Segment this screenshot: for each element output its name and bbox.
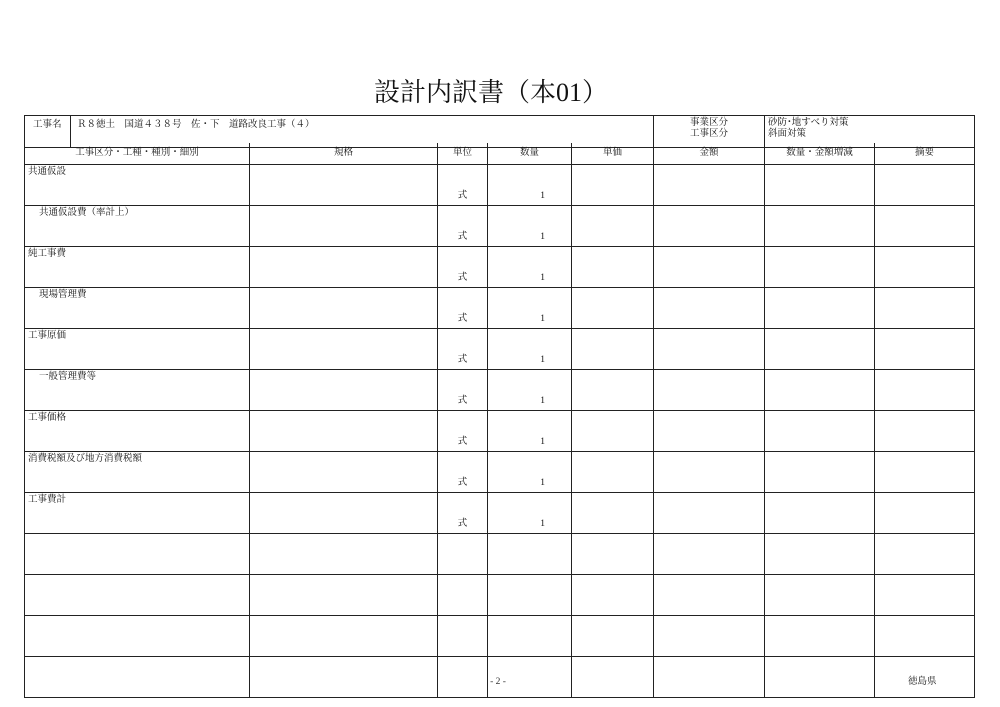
- amount-cell: [654, 288, 765, 329]
- spec-cell: [250, 411, 438, 452]
- quantity-cell: [488, 575, 572, 616]
- quantity-cell: 1: [488, 493, 572, 534]
- amount-cell: [654, 534, 765, 575]
- change-cell: [765, 247, 875, 288]
- unit-price-cell: [572, 329, 654, 370]
- remarks-cell: [875, 411, 975, 452]
- change-cell: [765, 575, 875, 616]
- item-name-cell: 消費税額及び地方消費税額: [25, 452, 250, 493]
- unit-cell: 式: [438, 411, 488, 452]
- change-cell: [765, 329, 875, 370]
- work-category-value: 斜面対策: [768, 128, 807, 139]
- change-cell: [765, 370, 875, 411]
- table-row: [25, 288, 975, 329]
- empty-row: [25, 575, 975, 616]
- project-name-label: 工事名: [25, 116, 71, 148]
- col-header-unit-price: 単価: [572, 143, 654, 165]
- unit-price-cell: [572, 247, 654, 288]
- quantity-cell: 1: [488, 411, 572, 452]
- amount-cell: [654, 370, 765, 411]
- col-header-quantity: 数量: [488, 143, 572, 165]
- remarks-cell: [875, 370, 975, 411]
- quantity-cell: 1: [488, 370, 572, 411]
- unit-price-cell: [572, 411, 654, 452]
- amount-cell: [654, 247, 765, 288]
- spec-cell: [250, 657, 438, 698]
- change-cell: [765, 657, 875, 698]
- quantity-cell: [488, 534, 572, 575]
- remarks-cell: [875, 165, 975, 206]
- item-name-cell: 工事価格: [25, 411, 250, 452]
- amount-cell: [654, 616, 765, 657]
- unit-price-cell: [572, 165, 654, 206]
- spec-cell: [250, 534, 438, 575]
- table-row: [25, 411, 975, 452]
- unit-cell: 式: [438, 329, 488, 370]
- remarks-cell: [875, 575, 975, 616]
- amount-cell: [654, 657, 765, 698]
- page-number: - 2 -: [490, 677, 506, 687]
- col-header-breakdown: 工事区分・工種・種別・細別: [25, 143, 250, 165]
- change-cell: [765, 206, 875, 247]
- unit-price-cell: [572, 534, 654, 575]
- item-name-cell: [25, 657, 250, 698]
- spec-cell: [250, 370, 438, 411]
- quantity-cell: [488, 616, 572, 657]
- remarks-cell: [875, 288, 975, 329]
- amount-cell: [654, 206, 765, 247]
- quantity-cell: 1: [488, 288, 572, 329]
- document-title: 設計内訳書（本01）: [373, 78, 608, 107]
- breakdown-table: [24, 143, 975, 698]
- col-header-spec: 規格: [250, 143, 438, 165]
- empty-row: [25, 534, 975, 575]
- item-name-cell: 一般管理費等: [25, 370, 250, 411]
- col-header-amount: 金額: [654, 143, 765, 165]
- spec-cell: [250, 206, 438, 247]
- col-header-unit: 単位: [438, 143, 488, 165]
- item-name-cell: 工事費計: [25, 493, 250, 534]
- item-name-cell: [25, 575, 250, 616]
- amount-cell: [654, 165, 765, 206]
- unit-cell: 式: [438, 493, 488, 534]
- table-row: [25, 370, 975, 411]
- unit-price-cell: [572, 370, 654, 411]
- table-row: [25, 247, 975, 288]
- remarks-cell: [875, 329, 975, 370]
- item-name-cell: 共通仮設: [25, 165, 250, 206]
- spec-cell: [250, 452, 438, 493]
- change-cell: [765, 493, 875, 534]
- quantity-cell: 1: [488, 247, 572, 288]
- unit-cell: [438, 575, 488, 616]
- table-row: [25, 493, 975, 534]
- spec-cell: [250, 165, 438, 206]
- remarks-cell: [875, 493, 975, 534]
- item-name-cell: 共通仮設費（率計上）: [25, 206, 250, 247]
- item-name-cell: 工事原価: [25, 329, 250, 370]
- spec-cell: [250, 575, 438, 616]
- amount-cell: [654, 329, 765, 370]
- col-header-remarks: 摘要: [875, 143, 975, 165]
- unit-cell: 式: [438, 165, 488, 206]
- unit-cell: 式: [438, 288, 488, 329]
- item-name-cell: [25, 616, 250, 657]
- table-row: [25, 206, 975, 247]
- quantity-cell: 1: [488, 206, 572, 247]
- table-row: [25, 165, 975, 206]
- remarks-cell: [875, 247, 975, 288]
- change-cell: [765, 452, 875, 493]
- amount-cell: [654, 575, 765, 616]
- spec-cell: [250, 616, 438, 657]
- unit-price-cell: [572, 616, 654, 657]
- table-row: [25, 452, 975, 493]
- column-header-row: [25, 143, 975, 165]
- business-category-label: 事業区分: [689, 118, 728, 128]
- amount-cell: [654, 493, 765, 534]
- table-body: [25, 165, 975, 698]
- work-category-label: 工事区分: [689, 128, 728, 139]
- change-cell: [765, 616, 875, 657]
- issuer-name: 徳島県: [908, 677, 937, 687]
- unit-price-cell: [572, 288, 654, 329]
- col-header-change: 数量・金額増減: [765, 143, 875, 165]
- unit-cell: [438, 534, 488, 575]
- amount-cell: [654, 452, 765, 493]
- business-category-value: 砂防･地すべり対策: [768, 118, 849, 128]
- spec-cell: [250, 288, 438, 329]
- unit-price-cell: [572, 452, 654, 493]
- remarks-cell: [875, 206, 975, 247]
- remarks-cell: [875, 534, 975, 575]
- remarks-cell: [875, 616, 975, 657]
- unit-price-cell: [572, 206, 654, 247]
- change-cell: [765, 288, 875, 329]
- unit-cell: 式: [438, 206, 488, 247]
- change-cell: [765, 411, 875, 452]
- quantity-cell: 1: [488, 329, 572, 370]
- remarks-cell: [875, 452, 975, 493]
- quantity-cell: 1: [488, 452, 572, 493]
- empty-row: [25, 616, 975, 657]
- change-cell: [765, 165, 875, 206]
- change-cell: [765, 534, 875, 575]
- spec-cell: [250, 329, 438, 370]
- unit-price-cell: [572, 493, 654, 534]
- unit-price-cell: [572, 575, 654, 616]
- unit-cell: 式: [438, 452, 488, 493]
- unit-cell: [438, 616, 488, 657]
- spec-cell: [250, 493, 438, 534]
- amount-cell: [654, 411, 765, 452]
- item-name-cell: 現場管理費: [25, 288, 250, 329]
- unit-cell: 式: [438, 370, 488, 411]
- unit-price-cell: [572, 657, 654, 698]
- quantity-cell: 1: [488, 165, 572, 206]
- spec-cell: [250, 247, 438, 288]
- item-name-cell: [25, 534, 250, 575]
- table-row: [25, 329, 975, 370]
- project-name-value: Ｒ８徳土 国道４３８号 佐・下 道路改良工事（４）: [71, 116, 654, 148]
- item-name-cell: 純工事費: [25, 247, 250, 288]
- unit-cell: 式: [438, 247, 488, 288]
